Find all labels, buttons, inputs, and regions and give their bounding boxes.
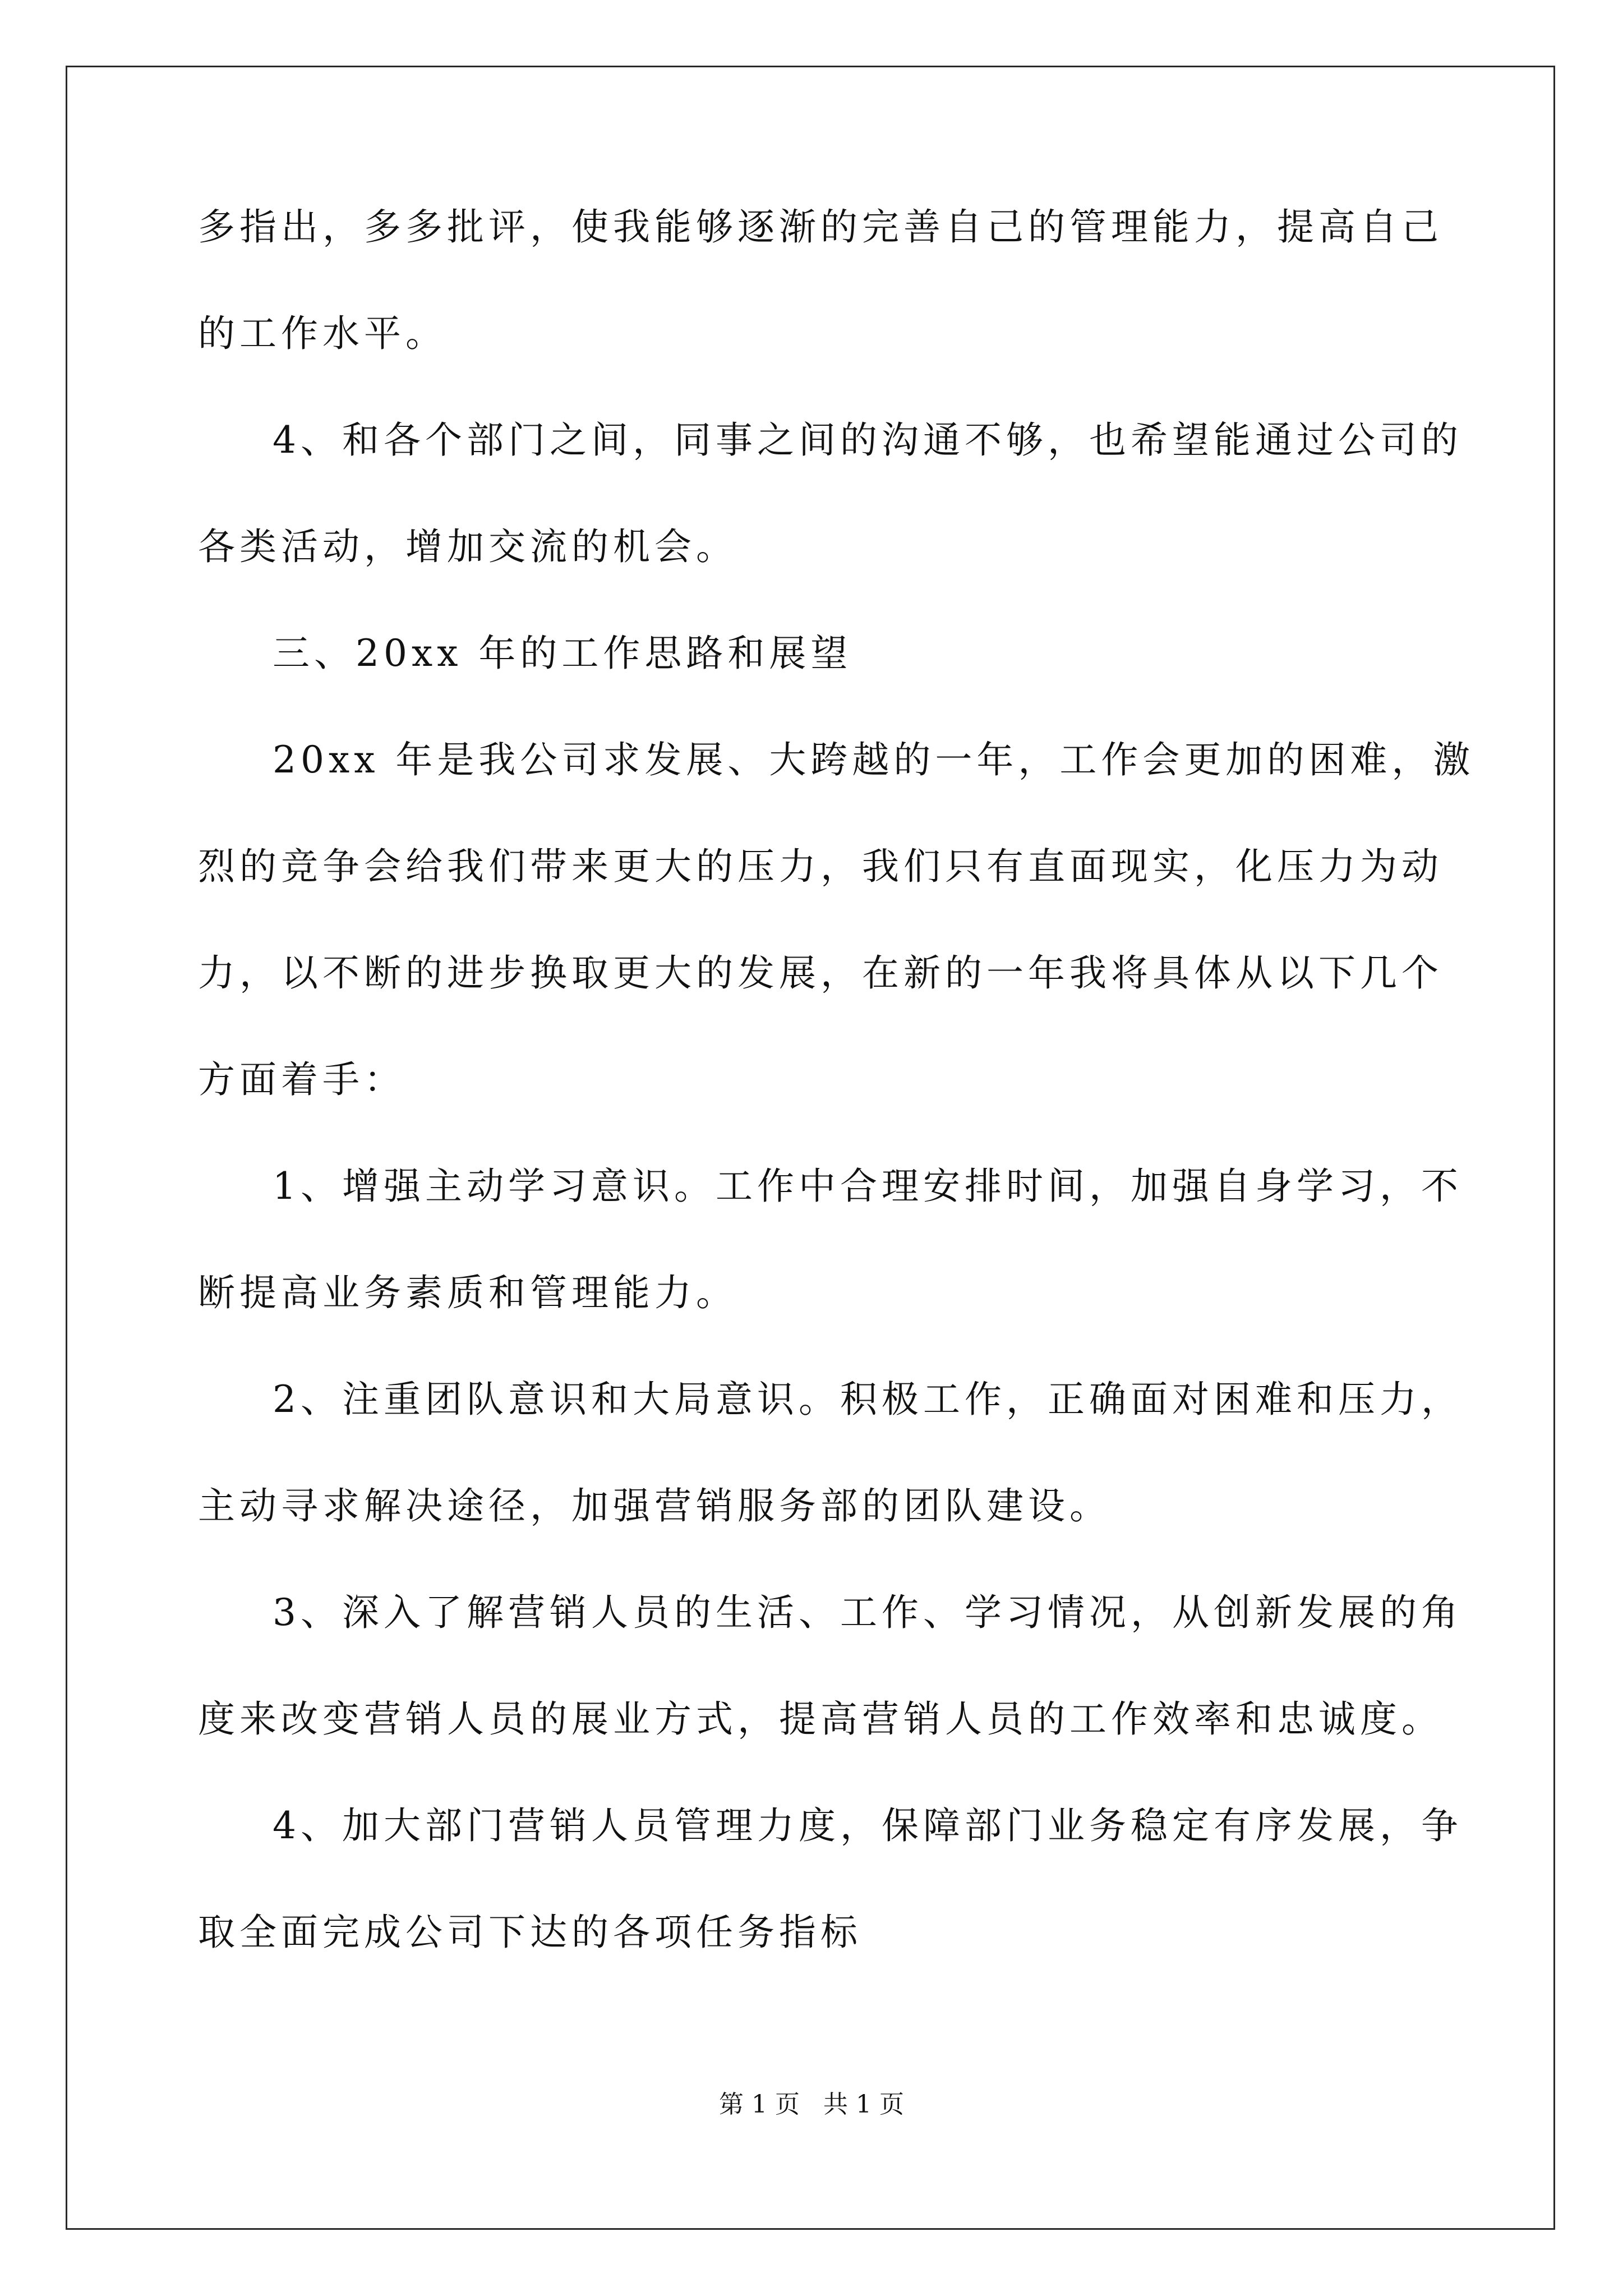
text-line: 方面着手： — [198, 1058, 405, 1101]
page-number: 第 1 页 共 1 页 — [719, 2090, 904, 2119]
page-border — [66, 66, 1555, 2230]
text-line: 度来改变营销人员的展业方式，提高营销人员的工作效率和忠诚度。 — [198, 1697, 1443, 1741]
text-line: 烈的竞争会给我们带来更大的压力，我们只有直面现实，化压力为动 — [198, 845, 1443, 888]
text-line: 各类活动，增加交流的机会。 — [198, 525, 737, 568]
text-line: 主动寻求解决途径，加强营销服务部的团队建设。 — [198, 1484, 1111, 1527]
text-line: 的工作水平。 — [198, 312, 447, 355]
text-line: 取全面完成公司下达的各项任务指标 — [198, 1911, 862, 1954]
text-line: 多指出，多多批评，使我能够逐渐的完善自己的管理能力，提高自己 — [198, 205, 1443, 249]
text-line: 1、增强主动学习意识。工作中合理安排时间，加强自身学习，不 — [273, 1165, 1463, 1208]
text-line: 3、深入了解营销人员的生活、工作、学习情况，从创新发展的角 — [273, 1591, 1463, 1634]
text-line: 20xx 年是我公司求发展、大跨越的一年，工作会更加的困难，激 — [273, 738, 1475, 781]
text-line: 断提高业务素质和管理能力。 — [198, 1271, 737, 1314]
text-line: 2、注重团队意识和大局意识。积极工作，正确面对困难和压力， — [273, 1378, 1463, 1421]
section-heading: 三、20xx 年的工作思路和展望 — [273, 632, 852, 675]
text-line: 4、和各个部门之间，同事之间的沟通不够，也希望能通过公司的 — [273, 418, 1463, 462]
text-line: 力，以不断的进步换取更大的发展，在新的一年我将具体从以下几个 — [198, 951, 1443, 995]
text-line: 4、加大部门营销人员管理力度，保障部门业务稳定有序发展，争 — [273, 1804, 1463, 1847]
